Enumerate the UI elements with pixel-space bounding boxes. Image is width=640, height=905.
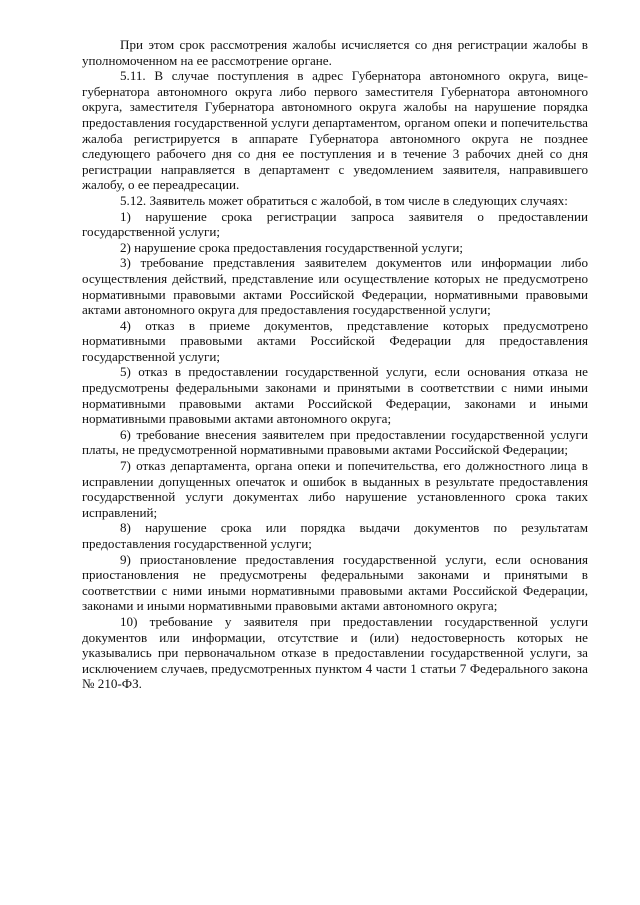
list-item-1: 1) нарушение срока регистрации запроса заявителя о предоставлении государственной услуги; <box>82 208 588 240</box>
document-page <box>82 37 588 692</box>
list-item-6: 6) требование внесения заявителем при предоставлении государственной услуги платы, не предусмотренной нормативными правовыми актами Российской Федерации; <box>82 426 588 458</box>
paragraph-review-period: При этом срок рассмотрения жалобы исчисляется со дня регистрации жалобы в уполномоченном на ее рассмотрение органе. <box>82 37 588 68</box>
list-item-5: 5) отказ в предоставлении государственной услуги, если основания отказа не предусмотрены федеральными законами и принятыми в соответствии с ними иными нормативными правовыми актами Российской Федерации, законами и иными нормативными правовыми актами автономного округа; <box>82 364 588 427</box>
list-item-3: 3) требование представления заявителем документов или информации либо осуществления действий, представление или осуществление которых не предусмотрено нормативными правовыми актами Российской Федерации, нормативными правовыми актами автономного округа для предоставления государственной услуги; <box>82 255 588 318</box>
list-item-7: 7) отказ департамента, органа опеки и попечительства, его должностного лица в исправлении допущенных опечаток и ошибок в выданных в результате предоставления государственной услуги документах либо нарушение установленного срока таких исправлений; <box>82 458 588 520</box>
list-item-2: 2) нарушение срока предоставления государственной услуги; <box>120 239 464 255</box>
list-item-8: 8) нарушение срока или порядка выдачи документов по результатам предоставления государственной услуги; <box>82 520 588 551</box>
list-item-10: 10) требование у заявителя при предоставлении государственной услуги документов или информации, отсутствие и (или) недостоверность которых не указывались при первоначальном отказе в предоставлении государственной услуги, за исключением случаев, предусмотренных пунктом 4 части 1 статьи 7 Федерального закона № 210-ФЗ. <box>82 613 588 692</box>
list-item-9: 9) приостановление предоставления государственной услуги, если основания приостановления не предусмотрены федеральными законами и принятыми в соответствии с ними иными нормативными правовыми актами Российской Федерации, законами и иными нормативными правовыми актами автономного округа; <box>82 551 588 614</box>
list-item-4: 4) отказ в приеме документов, представление которых предусмотрено нормативными правовыми актами Российской Федерации для предоставления государственной услуги; <box>82 317 588 364</box>
paragraph-5-12: 5.12. Заявитель может обратиться с жалобой, в том числе в следующих случаях: <box>120 192 568 208</box>
paragraph-5-11: 5.11. В случае поступления в адрес Губернатора автономного округа, вице-губернатора автономного округа либо первого заместителя Губернатора автономного округа, заместителя Губернатора автономного округа жалобы на нарушение порядка предоставления государственной услуги департаментом, органом опеки и попечительства жалоба регистрируется в аппарате Губернатора автономного округа не позднее следующего рабочего дня со дня ее поступления и в течение 3 рабочих дней со дня регистрации направляется в департамент с уведомлением заявителя, направившего жалобу, о ее переадресации. <box>82 68 588 193</box>
